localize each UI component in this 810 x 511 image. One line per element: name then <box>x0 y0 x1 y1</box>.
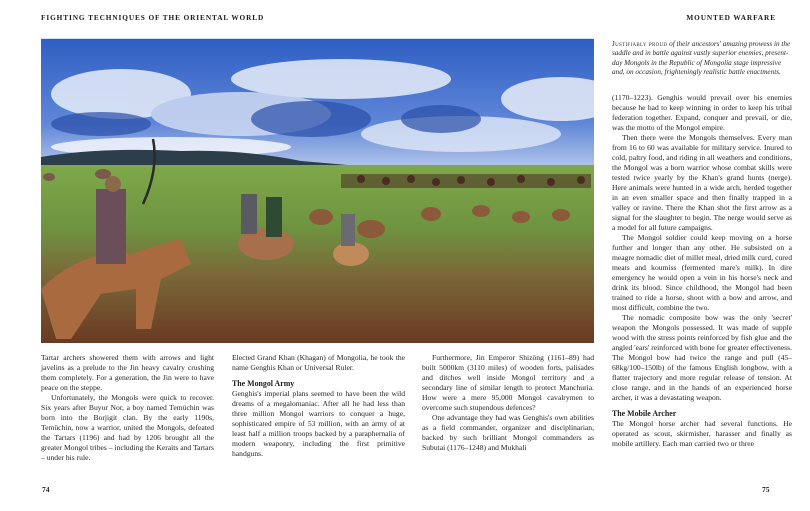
section-heading-mobile-archer: The Mobile Archer <box>612 409 677 418</box>
paragraph: The Mongol soldier could keep moving on a horse further and longer than any other. He subsisted on a meagre nomadic diet of millet meal, dried milk curd, cured meats and koumiss (fermented mare's milk). In dire emergency he would open a vein in his horse's neck and drink its blood. Since childhood, the Mongol had been trained to ride a horse, shoot with a bow and arrow, and most difficult, combine the two. <box>612 233 792 312</box>
running-head-left: FIGHTING TECHNIQUES OF THE ORIENTAL WORLD <box>41 13 265 22</box>
page-number-right: 75 <box>762 485 770 494</box>
photo-illustration <box>41 39 594 343</box>
paragraph: Elected Grand Khan (Khagan) of Mongolia, he took the name Genghis Khan or Universal Ruler. <box>232 353 405 372</box>
caption-text: of their ancestors' amazing prowess in the saddle and in battle against vastly superior enemies, present-day Mongols in the Republic of Mongolia stage impressive and, on occasion, frighteningly realistic battle enactments. <box>612 40 791 76</box>
paragraph: Tartar archers showered them with arrows and light javelins as a prelude to the Jin heavy cavalry crushing them completely. For a generation, the Jin were to have peace on the steppe. <box>41 353 214 392</box>
text-column-1 <box>41 353 214 463</box>
battle-photo <box>41 39 594 343</box>
text-column-3 <box>422 353 594 453</box>
paragraph: Unfortunately, the Mongols were quick to recover. Six years after Buyur Nor, a boy named Temüchin was born into the Borjigit clan. By the early 1190s, Temüchin, now a warrior, united the Mongols, defeated the Tartars (1196) and had by 1206 brought all the greater Mongol tribes – including the Keraits and Tartars – under his rule. <box>41 393 214 462</box>
riders-distant <box>341 174 591 188</box>
section-heading-mongol-army: The Mongol Army <box>232 379 295 388</box>
page-number-left: 74 <box>42 485 50 494</box>
text-column-2 <box>232 353 405 459</box>
caption-lead: Justifiably proud <box>612 40 668 48</box>
paragraph: Furthermore, Jin Emperor Shizöng (1161–89) had built 5000km (3110 miles) of wooden forts, palisades and ditches well inside Mongol territory and a secondary line of similar length to protect Manchuria. How were a mere 95,000 Mongol cavalrymen to overcome such stupendous defences? <box>422 353 594 412</box>
paragraph: The nomadic composite bow was the only 'secret' weapon the Mongols possessed. It was made of supple wood with the stress points reinforced by fish glue and the angled 'ears' reinforced with bone for greater effectiveness. The Mongol bow had twice the range and pull (45–68kg/100–150lb) of the famous English longbow, with a flatter trajectory and more regular release of tension. At close range, and in the hands of an experienced horse archer, it was a devastating weapon. <box>612 313 792 402</box>
paragraph: One advantage they had was Genghis's own abilities as a field commander, organizer and disciplinarian, backed by such brilliant Mongol commanders as Subutai (1176–1248) and Mukhali <box>422 413 594 452</box>
paragraph: Then there were the Mongols themselves. Every man from 16 to 60 was available for military service. Inured to cold, paltry food, and riding in all weathers and conditions, the Mongol was a born warrior whose combat skills were tested twice yearly by the Khan's grand hunts (nerge). Here animals were hunted in a wide arch, herded together in an even smaller space and then finally trapped in a valley or ravine. There the Khan shot the first arrow as a signal for the slaughter to begin. The nerge would serve as a model for all future campaigns. <box>612 133 792 232</box>
text-column-4 <box>612 93 792 449</box>
running-head-right: MOUNTED WARFARE <box>686 13 776 22</box>
paragraph: The Mongol horse archer had several functions. He operated as scout, skirmisher, harasser and finally as mobile artillery. Each man carried two or three <box>612 419 792 448</box>
photo-caption <box>612 40 792 77</box>
paragraph: (1170–1223). Genghis would prevail over his enemies because he had to keep winning in order to keep his tribal federation together. Expand, conquer and prevail, or die, was the motto of the Mongol empire. <box>612 93 792 132</box>
paragraph: Genghis's imperial plans seemed to have been the wild dreams of a megalomaniac. After all he had less than three million Mongol warriors to conquer a huge, sophisticated empire of 53 million, with an army of at least half a million troops backed by a paraphernalia of modern weaponry, including the first primitive handguns. <box>232 389 405 458</box>
